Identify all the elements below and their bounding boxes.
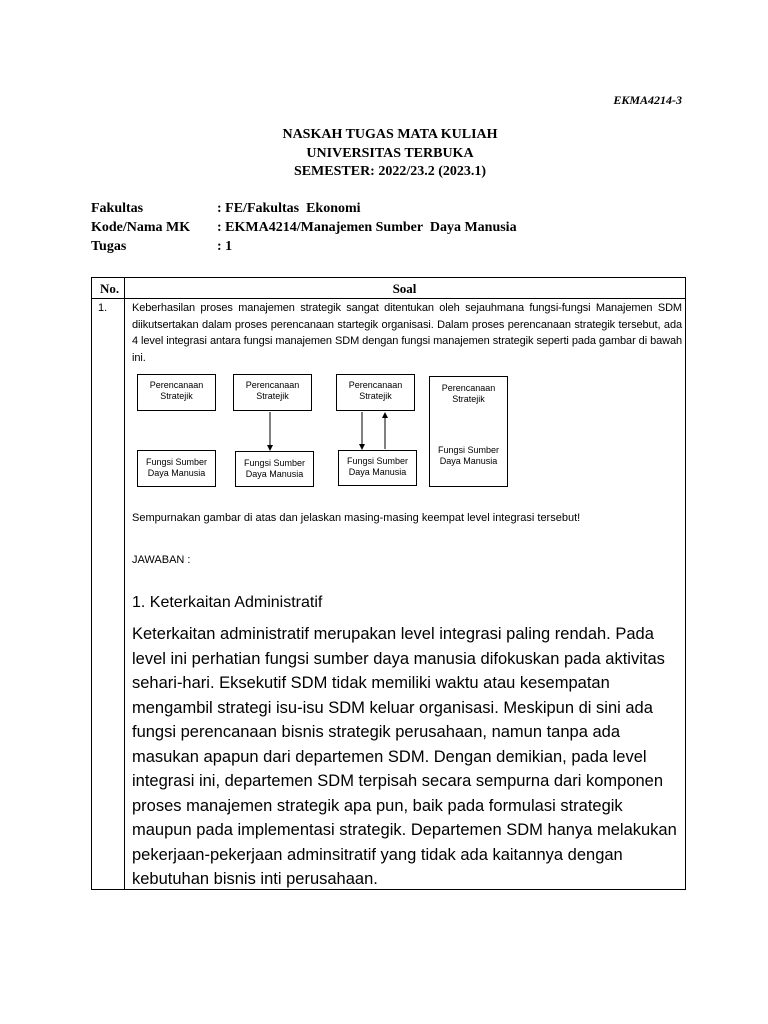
course-info: [91, 201, 517, 258]
level1-hr-function-box: Fungsi Sumber Daya Manusia: [137, 450, 216, 487]
course-label: Kode/Nama MK: [91, 220, 191, 235]
faculty-row: [91, 201, 517, 220]
level1-strategic-planning-box: Perencanaan Stratejik: [137, 374, 216, 411]
document-code: EKMA4214-3: [613, 93, 682, 107]
level4-strategic-planning-label: Perencanaan Stratejik: [441, 383, 496, 404]
header-no: No.: [100, 281, 120, 296]
question-table: [91, 277, 686, 890]
title-line-1: NASKAH TUGAS MATA KULIAH: [282, 127, 498, 142]
answer-paragraph: Keterkaitan administratif merupakan level integrasi paling rendah. Pada level ini perhatian fungsi sumber daya manusia difokuskan pada aktivitas sehari-hari. Eksekutif SDM tidak memiliki waktu atau kesempatan mengambil strategi isu-isu SDM keluar organisasi. Meskipun di sini ada fungsi perencanaan bisnis strategik perusahaan, namun tanpa ada masukan apapun dari departemen SDM. Dengan demikian, pada level integrasi ini, departemen SDM terpisah secara sempurna dari komponen proses manajemen strategik apa pun, baik pada formulasi strategik maupun pada implementasi strategik. Departemen SDM hanya melakukan pekerjaan-pekerjaan adminsitratif yang tidak ada kaitannya dengan kebutuhan bisnis inti perusahaan.: [132, 625, 677, 888]
assignment-label: Tugas: [91, 239, 127, 254]
assignment-value: : 1: [217, 239, 233, 254]
answer-heading: 1. Keterkaitan Administratif: [132, 594, 323, 611]
title-line-3: SEMESTER: 2022/23.2 (2023.1): [293, 164, 487, 179]
answer-label: JAWABAN :: [132, 554, 191, 566]
level4-hr-function-label: Fungsi Sumber Daya Manusia: [437, 445, 500, 466]
course-value: : EKMA4214/Manajemen Sumber Daya Manusia: [217, 220, 517, 235]
level2-hr-function-box: Fungsi Sumber Daya Manusia: [235, 451, 314, 487]
header-soal: Soal: [392, 281, 417, 296]
instruction-text: Sempurnakan gambar di atas dan jelaskan masing-masing keempat level integrasi tersebut!: [132, 512, 581, 524]
question-text: Keberhasilan proses manajemen strategik sangat ditentukan oleh sejauhmana fungsi-fungsi Manajemen SDM diikutsertakan dalam proses perencanaan startegik organisasi. Dalam proses perencanaan strategik tersebut, ada 4 level integrasi antara fungsi manajemen SDM dengan fungsi manajemen strategik seperti pada gambar di bawah ini.: [132, 302, 682, 364]
integration-diagram: [132, 374, 682, 512]
course-row: [91, 220, 517, 239]
assignment-row: [91, 239, 517, 258]
title-line-2: UNIVERSITAS TERBUKA: [306, 145, 474, 161]
question-content: [132, 300, 682, 892]
faculty-value: : FE/Fakultas Ekonomi: [217, 201, 361, 216]
level3-strategic-planning-box: Perencanaan Stratejik: [336, 374, 415, 411]
column-divider: [124, 278, 125, 889]
header-divider: [92, 298, 685, 299]
level3-hr-function-box: Fungsi Sumber Daya Manusia: [338, 450, 417, 486]
level2-strategic-planning-box: Perencanaan Stratejik: [233, 374, 312, 411]
faculty-label: Fakultas: [91, 201, 144, 216]
document-title-block: [0, 126, 768, 182]
diagram-arrows: [132, 374, 532, 494]
row-number: 1.: [98, 302, 108, 314]
